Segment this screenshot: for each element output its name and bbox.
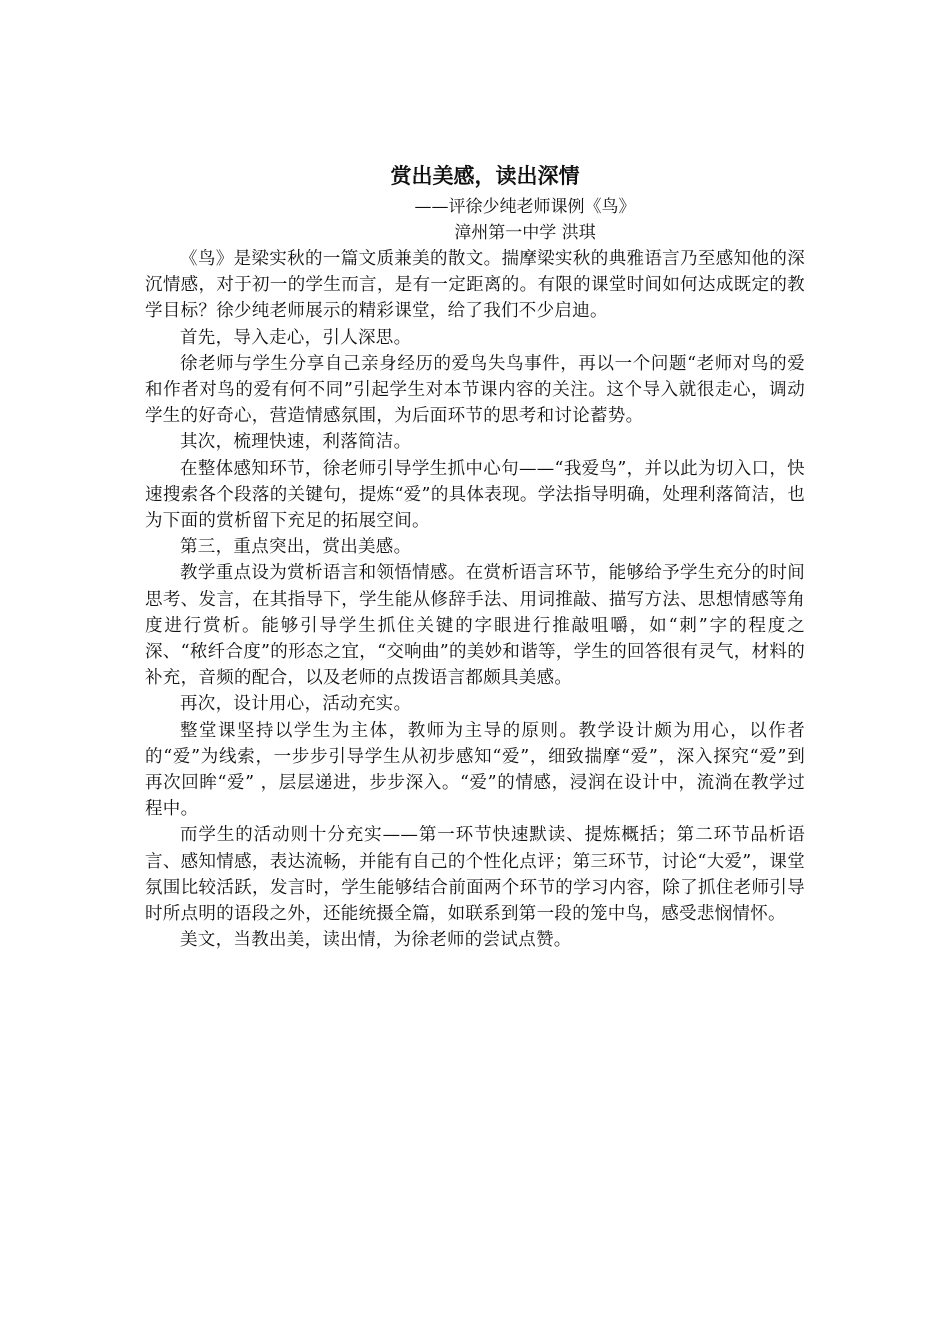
paragraph-second: 在整体感知环节，徐老师引导学生抓中心句——“我爱鸟”，并以此为切入口，快速搜索各个段落的关键句，提炼“爱”的具体表现。学法指导明确，处理利落简洁，也为下面的赏析留下充足的拓展空间。 (145, 458, 805, 532)
document-title: 赏出美感，读出深情 (390, 163, 580, 188)
section-heading-first: 首先，导入走心，引人深思。 (180, 327, 412, 348)
section-heading-second: 其次，梳理快速，利落简洁。 (180, 432, 412, 453)
paragraph-conclusion: 美文，当教出美，读出情，为徐老师的尝试点赞。 (180, 930, 572, 951)
section-heading-third: 第三，重点突出，赏出美感。 (180, 537, 412, 558)
paragraph-intro: 《鸟》是梁实秋的一篇文质兼美的散文。揣摩梁实秋的典雅语言乃至感知他的深沉情感，对于初一的学生而言，是有一定距离的。有限的课堂时间如何达成既定的教学目标？徐少纯老师展示的精彩课堂，给了我们不少启迪。 (145, 249, 805, 322)
document-subtitle: ——评徐少纯老师课例《鸟》 (414, 197, 636, 217)
paragraph-third: 教学重点设为赏析语言和领悟情感。在赏析语言环节，能够给予学生充分的时间思考、发言，在其指导下，学生能从修辞手法、用词推敲、描写方法、思想情感等角度进行赏析。能够引导学生抓住关键的字眼进行推敲咀嚼，如“刺”字的程度之深、“秾纤合度”的形态之宜，“交响曲”的美妙和谐等，学生的回答很有灵气，材料的补充，音频的配合，以及老师的点拨语言都颇具美感。 (145, 563, 805, 689)
paragraph-activities: 而学生的活动则十分充实——第一环节快速默读、提炼概括；第二环节品析语言、感知情感，表达流畅，并能有自己的个性化点评；第三环节，讨论“大爱”，课堂氛围比较活跃，发言时，学生能够结合前面两个环节的学习内容，除了抓住老师引导时所点明的语段之外，还能统摄全篇，如联系到第一段的笼中鸟，感受悲悯情怀。 (145, 825, 805, 925)
paragraph-first: 徐老师与学生分享自己亲身经历的爱鸟失鸟事件，再以一个问题“老师对鸟的爱和作者对鸟的爱有何不同”引起学生对本节课内容的关注。这个导入就很走心，调动学生的好奇心，营造情感氛围，为后面环节的思考和讨论蓄势。 (145, 353, 805, 427)
document-body (145, 158, 805, 953)
paragraph-fourth: 整堂课坚持以学生为主体，教师为主导的原则。教学设计颇为用心，以作者的“爱”为线索，一步步引导学生从初步感知“爱”，细致揣摩“爱”，深入探究“爱”到再次回眸“爱” ，层层递进，步步深入。“爱”的情感，浸润在设计中，流淌在教学过程中。 (145, 720, 805, 820)
document-author: 漳州第一中学 洪琪 (454, 223, 596, 243)
section-heading-fourth: 再次，设计用心，活动充实。 (180, 694, 412, 715)
